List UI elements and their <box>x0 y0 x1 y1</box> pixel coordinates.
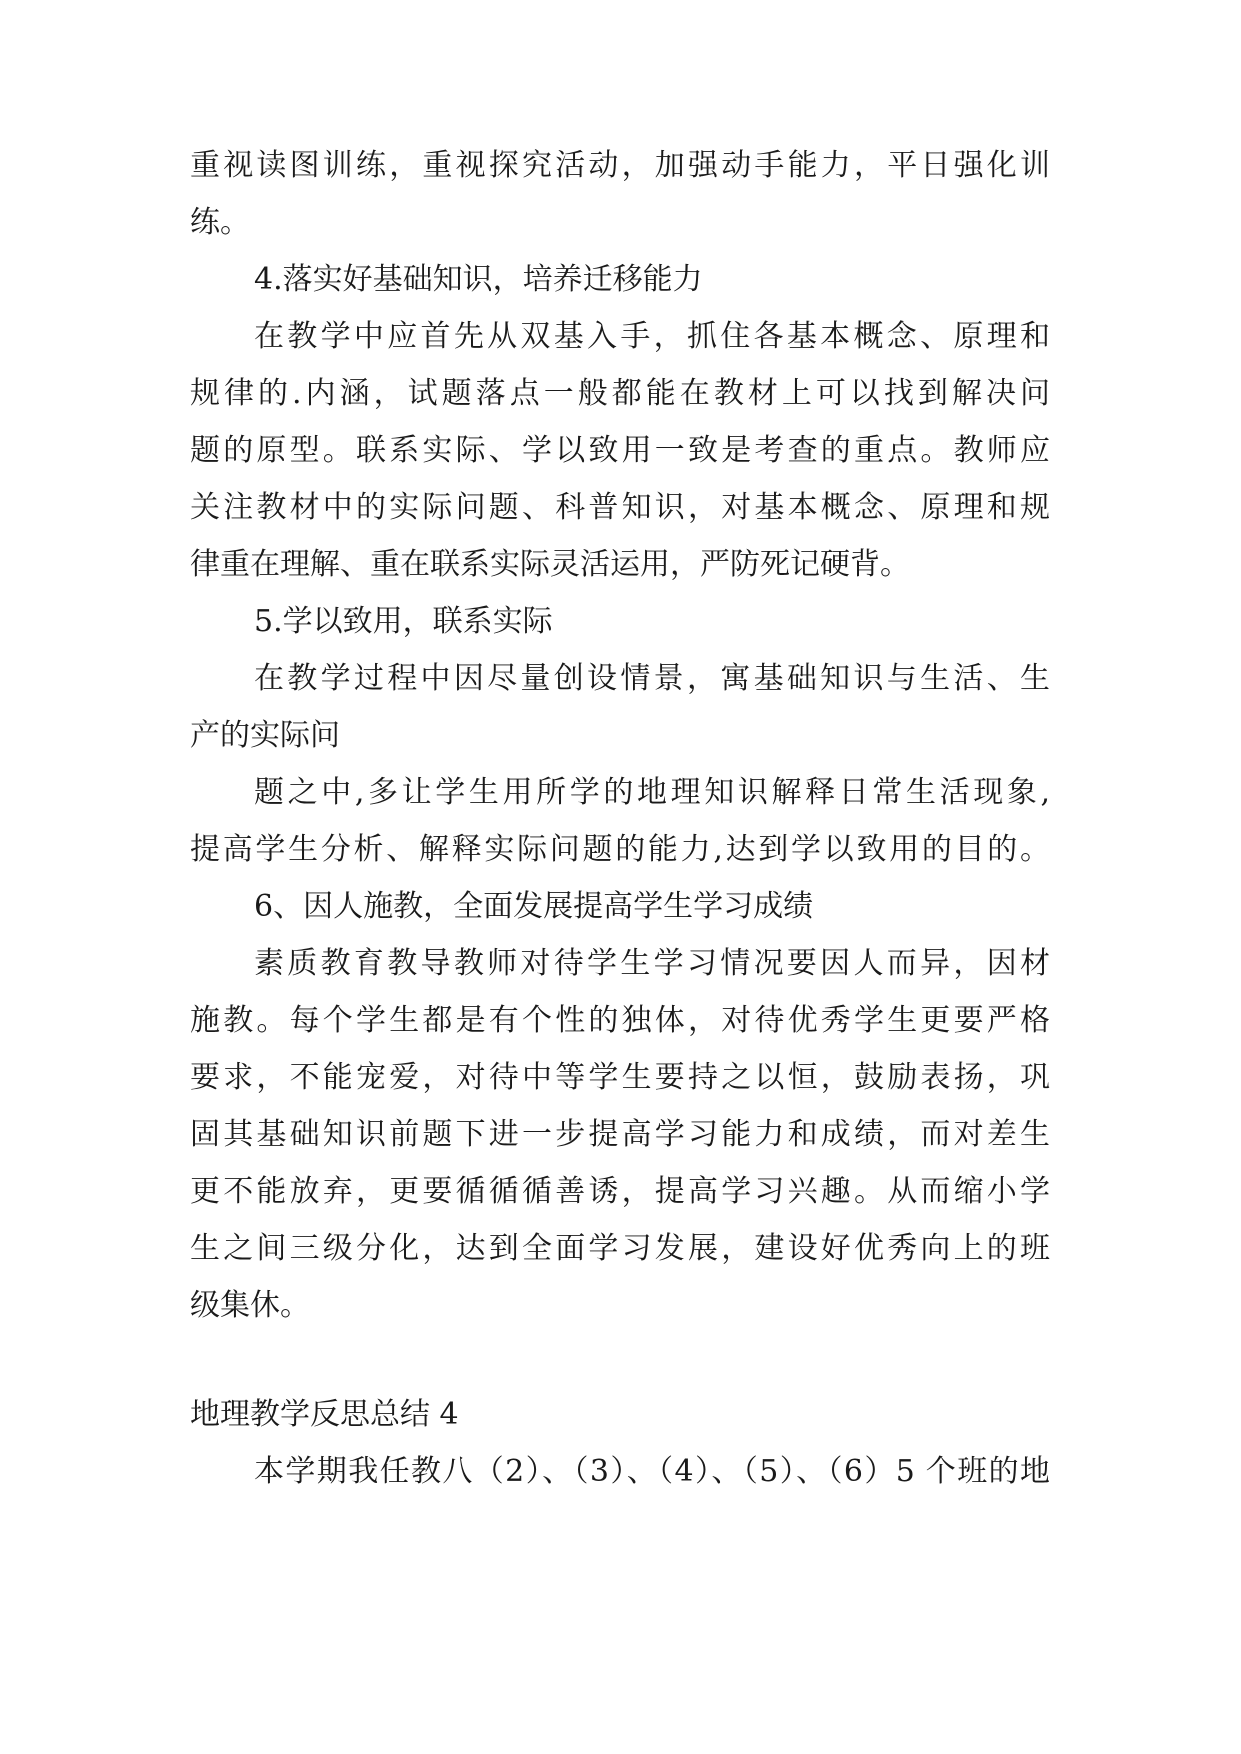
paragraph-line: 规律的.内涵，试题落点一般都能在教材上可以找到解决问 <box>190 376 1050 411</box>
paragraph-line: 产的实际问 <box>190 718 340 753</box>
paragraph-line: 律重在理解、重在联系实际灵活运用，严防死记硬背。 <box>190 547 910 582</box>
section-heading: 6、因人施教，全面发展提高学生学习成绩 <box>254 889 814 924</box>
section-heading: 4.落实好基础知识，培养迁移能力 <box>254 262 703 297</box>
paragraph-line: 题的原型。联系实际、学以致用一致是考查的重点。教师应 <box>190 433 1050 468</box>
paragraph-line: 重视读图训练，重视探究活动，加强动手能力，平日强化训 <box>190 148 1050 183</box>
paragraph-line: 题之中,多让学生用所学的地理知识解释日常生活现象, <box>254 775 1050 810</box>
paragraph-line: 在教学过程中因尽量创设情景，寓基础知识与生活、生 <box>254 661 1050 696</box>
paragraph-line: 提高学生分析、解释实际问题的能力,达到学以致用的目的。 <box>190 832 1050 867</box>
paragraph-line: 本学期我任教八（2）、（3）、（4）、（5）、（6）5 个班的地 <box>254 1454 1050 1489</box>
section-heading: 5.学以致用，联系实际 <box>254 604 553 639</box>
paragraph-line: 更不能放弃，更要循循循善诱，提高学习兴趣。从而缩小学 <box>190 1174 1050 1209</box>
paragraph-line: 级集休。 <box>190 1288 310 1323</box>
paragraph-line: 练。 <box>190 205 250 240</box>
document-title: 地理教学反思总结 4 <box>190 1397 459 1432</box>
paragraph-line: 施教。每个学生都是有个性的独体，对待优秀学生更要严格 <box>190 1003 1050 1038</box>
paragraph-line: 生之间三级分化，达到全面学习发展，建设好优秀向上的班 <box>190 1231 1050 1266</box>
paragraph-line: 关注教材中的实际问题、科普知识，对基本概念、原理和规 <box>190 490 1050 525</box>
paragraph-line: 在教学中应首先从双基入手，抓住各基本概念、原理和 <box>254 319 1050 354</box>
paragraph-line: 要求，不能宠爱，对待中等学生要持之以恒，鼓励表扬，巩 <box>190 1060 1050 1095</box>
paragraph-line: 固其基础知识前题下进一步提高学习能力和成绩，而对差生 <box>190 1117 1050 1152</box>
paragraph-line: 素质教育教导教师对待学生学习情况要因人而异，因材 <box>254 946 1050 981</box>
